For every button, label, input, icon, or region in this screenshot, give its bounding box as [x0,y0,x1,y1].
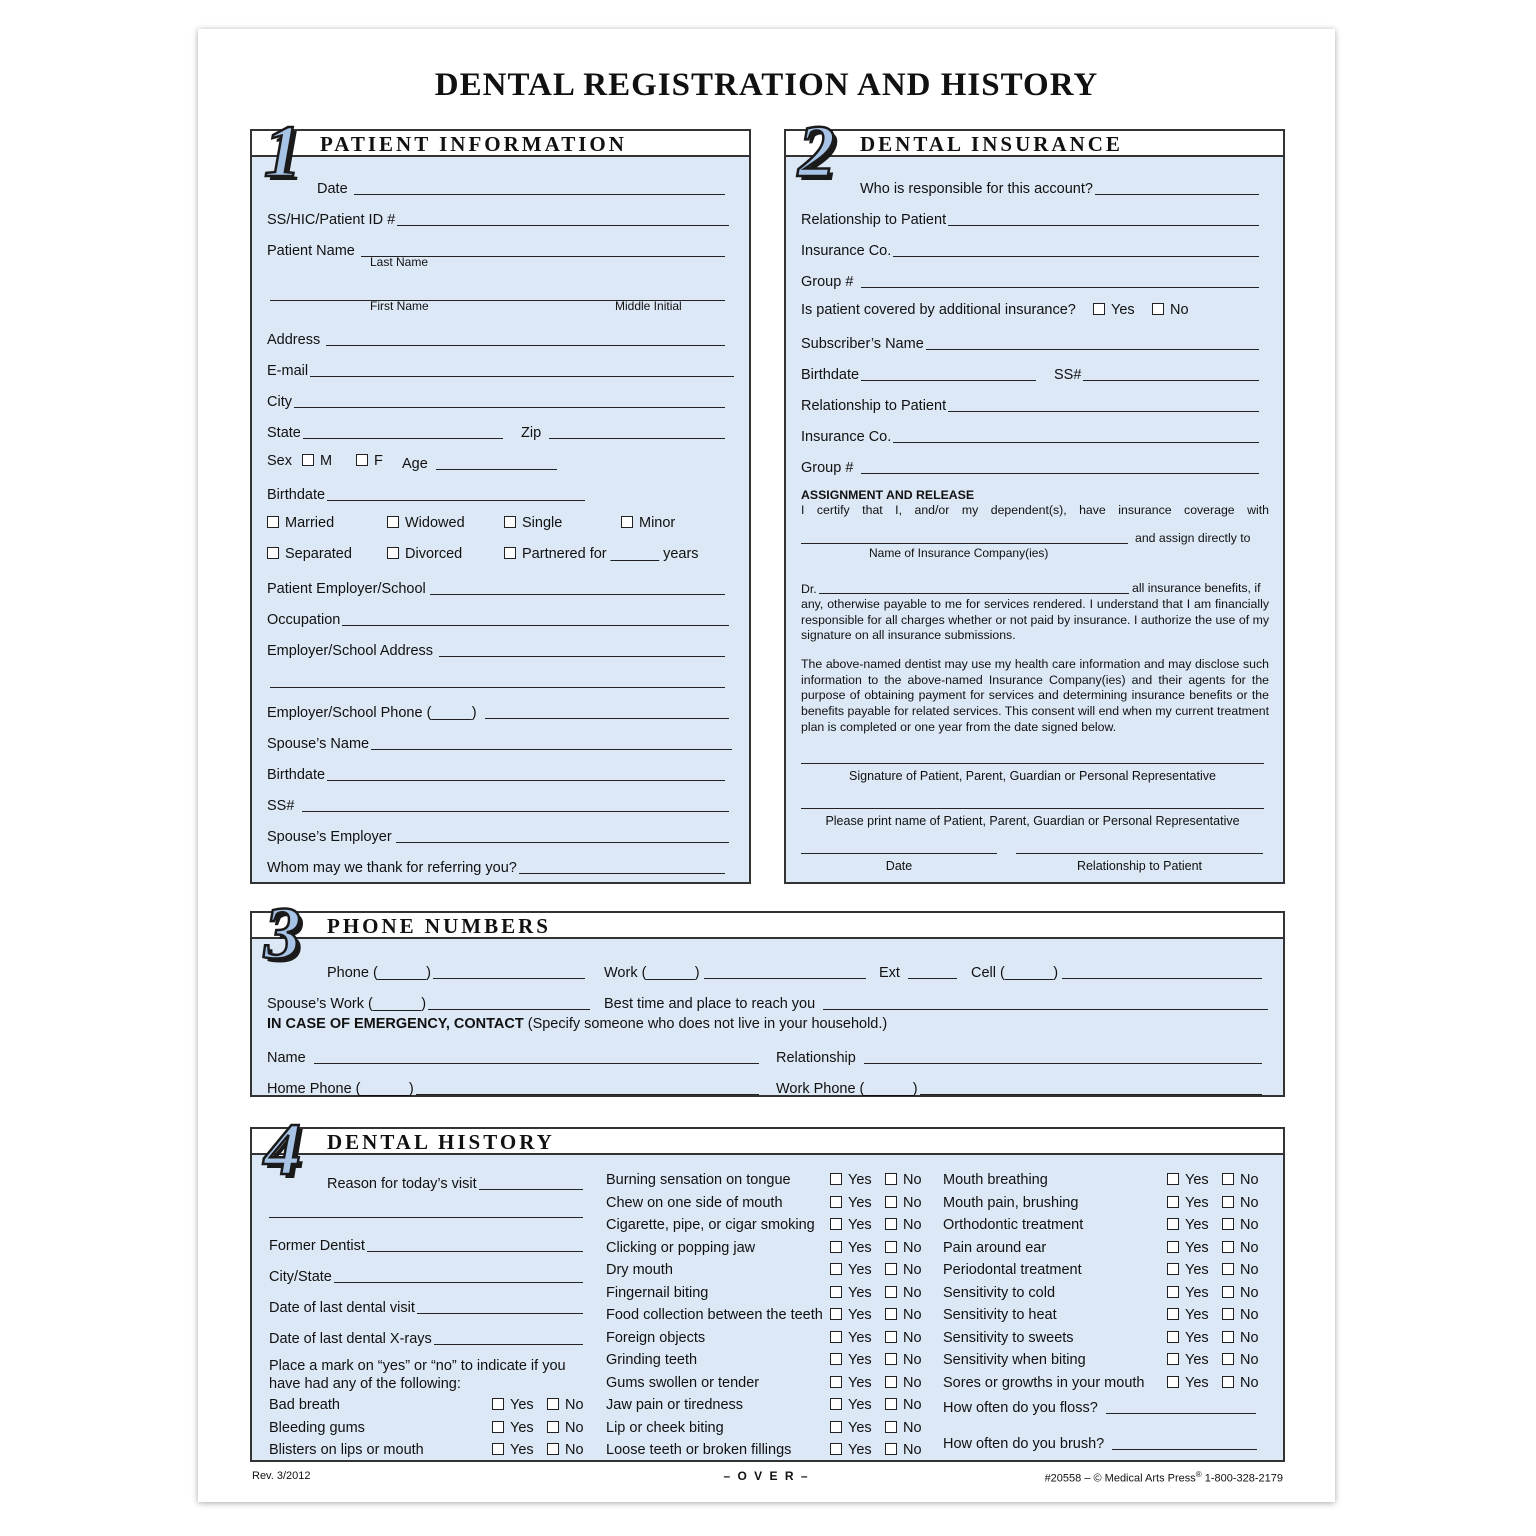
history-no-option: No [1222,1217,1259,1233]
signature-date-line[interactable] [801,839,997,854]
history-item-label: Pain around ear [943,1239,1047,1256]
history-yes-option: Yes [1167,1375,1209,1391]
history-no-checkbox[interactable] [885,1241,897,1253]
history-item-label: Loose teeth or broken fillings [606,1442,792,1458]
history-item-label: Lip or cheek biting [606,1419,724,1436]
history-yes-option: Yes [1167,1217,1209,1233]
history-no-option: No [885,1420,922,1436]
employer-address-field[interactable] [439,642,725,657]
history-no-checkbox[interactable] [1222,1286,1234,1298]
insurance-co2-field[interactable] [893,428,1259,443]
history-yes-checkbox[interactable] [1167,1353,1179,1365]
history-yes-checkbox[interactable] [1167,1331,1179,1343]
history-no-option: No [885,1352,922,1368]
spouse-work-field[interactable] [428,995,590,1010]
history-yes-checkbox[interactable] [1167,1263,1179,1275]
zip-field[interactable] [549,424,725,439]
spouse-ss-field[interactable] [302,797,729,812]
print-name-line[interactable] [801,794,1264,809]
last-xray-field[interactable] [434,1330,583,1345]
floss-field[interactable] [1106,1399,1256,1414]
history-yes-checkbox[interactable] [492,1398,504,1410]
group-field[interactable] [861,273,1259,288]
history-item-label: Sensitivity to cold [943,1284,1056,1301]
married-checkbox[interactable] [267,516,279,528]
last-visit-field[interactable] [417,1299,583,1314]
history-no-checkbox[interactable] [1222,1196,1234,1208]
history-item-label: Bleeding gums [269,1419,365,1436]
emergency-relationship-field[interactable] [864,1049,1262,1064]
group2-field[interactable] [861,459,1259,474]
history-yes-checkbox[interactable] [1167,1173,1179,1185]
additional-no-checkbox[interactable] [1152,303,1164,315]
history-no-checkbox[interactable] [1222,1241,1234,1253]
employer-phone-field[interactable] [485,704,729,719]
history-item-label: Cigarette, pipe, or cigar smoking [606,1217,815,1233]
divorced-checkbox[interactable] [387,547,399,559]
history-no-checkbox[interactable] [885,1376,897,1388]
history-item-label: Sores or growths in your mouth [943,1374,1145,1391]
date-field[interactable] [354,180,725,195]
history-item-label: Bad breath [269,1397,340,1413]
history-yes-option: Yes [830,1420,872,1436]
history-yes-option: Yes [1167,1195,1209,1211]
referral-field[interactable] [519,859,725,874]
history-item-label: Blisters on lips or mouth [269,1442,424,1458]
section-phone-numbers: PHONE NUMBERS Phone (______) Work (______) Ext Cell (______) Spouse’s Work (______) Best time and place to reach you IN CASE OF EMERGENCY, CONTACT (Specify someone who does not live in your household.) Name Relationship Home Phone (______) Work Phone (______) [250,911,1285,1097]
history-yes-option: Yes [830,1217,872,1233]
history-no-checkbox[interactable] [1222,1353,1234,1365]
history-no-option: No [547,1397,584,1413]
relationship-field[interactable] [948,211,1259,226]
single-checkbox[interactable] [504,516,516,528]
history-yes-option: Yes [830,1375,872,1391]
spouse-employer-field[interactable] [396,828,729,843]
history-yes-checkbox[interactable] [1167,1308,1179,1320]
state-field[interactable] [303,424,503,439]
patient-id-field[interactable] [397,211,729,226]
history-no-checkbox[interactable] [885,1286,897,1298]
history-item-label: Chew on one side of mouth [606,1194,783,1211]
history-item-label: Sensitivity when biting [943,1352,1086,1368]
section-dental-insurance: DENTAL INSURANCE Who is responsible for this account? Relationship to Patient Insurance Co. Group # Is patient covered by additional insurance? Yes No Subscriber’s Name Birthdate SS# Relationship to Patient Insurance Co. Group # ASSIGNMENT AND RELEASE I certify that I, and/or my dependent(s), have insurance coverage with and assign directly to Name of Insurance Company(ies) Dr. all insurance benefits, if any, otherwise payable to me for services rendered. I understand that I am financially responsible for all charges whether or not paid by insurance. I authorize the use of my signature on all insurance submissions. The above-named dentist may use my health care information and may disclose such information to the above-named Insurance Company(ies) and their agents for the purpose of obtaining payment for services and determining insurance benefits or the benefits payable for related services. This consent will end when my current treatment plan is completed or one year from the date signed below. Signature of Patient, Parent, Guardian or Personal Representative Please print name of Patient, Parent, Guardian or Personal Representative Date Relationship to Patient [784,129,1285,884]
history-yes-option: Yes [830,1397,872,1413]
minor-checkbox[interactable] [621,516,633,528]
history-no-option: No [547,1420,584,1436]
spouse-name-field[interactable] [371,735,732,750]
ext-field[interactable] [908,964,957,979]
former-dentist-field[interactable] [367,1237,583,1252]
history-item-label: Sensitivity to heat [943,1307,1057,1323]
reason-field[interactable] [479,1175,583,1190]
history-yes-checkbox[interactable] [830,1241,842,1253]
history-no-option: No [885,1397,922,1413]
insurance-companies-line[interactable] [801,529,1128,544]
insurance-co-field[interactable] [893,242,1259,257]
history-yes-checkbox[interactable] [830,1196,842,1208]
signature-line[interactable] [801,749,1264,764]
history-yes-option: Yes [830,1240,872,1256]
phone-field[interactable] [433,964,585,979]
history-no-option: No [885,1307,922,1323]
history-yes-checkbox[interactable] [1167,1376,1179,1388]
history-yes-option: Yes [1167,1285,1209,1301]
history-no-checkbox[interactable] [547,1398,559,1410]
copyright: #20558 – © Medical Arts Press® 1-800-328-2179 [1044,1470,1283,1485]
history-yes-option: Yes [1167,1172,1209,1188]
history-item-label: Mouth pain, brushing [943,1194,1079,1211]
history-item-label: Periodontal treatment [943,1262,1082,1278]
work-phone-field[interactable] [704,964,866,979]
city-field[interactable] [294,393,725,408]
history-item-label: Grinding teeth [606,1352,698,1368]
history-no-option: No [885,1330,922,1346]
history-no-checkbox[interactable] [885,1263,897,1275]
cell-field[interactable] [1062,964,1262,979]
history-no-checkbox[interactable] [885,1398,897,1410]
history-no-checkbox[interactable] [1222,1308,1234,1320]
history-no-checkbox[interactable] [1222,1376,1234,1388]
responsible-field[interactable] [1095,180,1259,195]
history-yes-option: Yes [830,1352,872,1368]
section-dental-history: DENTAL HISTORY Reason for today’s visit Former Dentist City/State Date of last dental visit Date of last dental X-rays Place a mark on “yes” or “no” to indicate if you have had any of the following: Bad breath Yes No Bleeding gums Yes No Blisters on lips or mouth Yes No Burning sensation on tongue Yes No Chew on one side of mouth Yes No Cigarette, pipe, or cigar smoking Yes No Clicking or popping jaw Yes No Dry mouth Yes No Fingernail biting Yes No Food collection between the teeth Yes No Foreign objects Yes No Grinding teeth Yes No Gums swollen or tender Yes No Jaw pain or tiredness Yes No Lip or cheek biting Yes No Loose teeth or broken fillings Yes No Mouth breathing Yes No Mouth pain, brushing Yes No Orthodontic treatment Yes No Pain around ear Yes No Periodontal treatment Yes No Sensitivity to cold Yes No Sensitivity to heat Yes No Sensitivity to sweets Yes No Sensitivity when biting Yes No Sores or growths in your mouth Yes No How often do you floss? How often do you brush? [250,1127,1285,1462]
history-no-checkbox[interactable] [1222,1218,1234,1230]
history-yes-checkbox[interactable] [1167,1218,1179,1230]
history-no-checkbox[interactable] [885,1443,897,1455]
history-no-checkbox[interactable] [1222,1173,1234,1185]
history-item-label: Burning sensation on tongue [606,1172,791,1188]
subscriber-birthdate-field[interactable] [861,366,1036,381]
history-yes-option: Yes [830,1172,872,1188]
section-title: DENTAL HISTORY [327,1130,555,1154]
history-no-checkbox[interactable] [885,1196,897,1208]
section-number-1: 1 [264,111,301,193]
city-state-field[interactable] [334,1268,583,1283]
history-yes-option: Yes [1167,1262,1209,1278]
history-yes-checkbox[interactable] [830,1286,842,1298]
email-field[interactable] [310,362,734,377]
address-field[interactable] [326,331,725,346]
history-no-checkbox[interactable] [885,1331,897,1343]
history-no-option: No [1222,1307,1259,1323]
history-yes-checkbox[interactable] [830,1353,842,1365]
history-yes-option: Yes [830,1262,872,1278]
signature-relationship-line[interactable] [1016,839,1263,854]
history-no-option: No [1222,1285,1259,1301]
history-yes-option: Yes [492,1397,534,1413]
history-yes-checkbox[interactable] [830,1308,842,1320]
history-no-checkbox[interactable] [885,1308,897,1320]
history-item-label: Foreign objects [606,1329,706,1346]
spouse-birthdate-field[interactable] [327,766,725,781]
revision-date: Rev. 3/2012 [252,1470,311,1482]
history-yes-option: Yes [830,1330,872,1346]
history-no-checkbox[interactable] [547,1421,559,1433]
section-title: DENTAL INSURANCE [860,132,1123,156]
dentist-name-line[interactable] [819,579,1129,594]
emergency-work-phone-field[interactable] [920,1080,1262,1095]
history-yes-checkbox[interactable] [830,1331,842,1343]
history-no-checkbox[interactable] [1222,1263,1234,1275]
history-yes-option: Yes [1167,1307,1209,1323]
history-no-option: No [885,1375,922,1391]
history-yes-option: Yes [830,1307,872,1323]
history-item-label: Jaw pain or tiredness [606,1397,744,1413]
history-yes-checkbox[interactable] [830,1218,842,1230]
history-item-label: Gums swollen or tender [606,1374,760,1391]
history-item-label: Orthodontic treatment [943,1217,1084,1233]
history-yes-option: Yes [830,1442,872,1458]
history-no-checkbox[interactable] [1222,1331,1234,1343]
history-no-checkbox[interactable] [885,1218,897,1230]
history-yes-checkbox[interactable] [830,1443,842,1455]
history-no-option: No [1222,1330,1259,1346]
emergency-name-field[interactable] [314,1049,759,1064]
history-item-label: Mouth breathing [943,1172,1048,1188]
history-no-option: No [885,1217,922,1233]
history-yes-checkbox[interactable] [830,1421,842,1433]
subscriber-ss-field[interactable] [1083,366,1259,381]
history-no-option: No [1222,1262,1259,1278]
history-item-label: Clicking or popping jaw [606,1239,756,1256]
section-number-4: 4 [264,1109,301,1191]
history-no-option: No [1222,1375,1259,1391]
employer-school-field[interactable] [430,580,725,595]
section-patient-information: PATIENT INFORMATION Date SS/HIC/Patient ID # Patient Name Last Name First Name Middle Initial Address E-mail City State Zip Sex M F Age Birthdate Married Widowed Single Minor Separated Divorced Partnered for ______ years Patient Employer/School Occupation Employer/School Address Employer/School Phone (_____) Spouse’s Name Birthdate SS# Spouse’s Employer Whom may we thank for referring you? [250,129,751,884]
history-yes-option: Yes [1167,1240,1209,1256]
subscriber-field[interactable] [926,335,1259,350]
over-label: – O V E R – [723,1469,810,1483]
brush-field[interactable] [1112,1435,1257,1450]
age-field[interactable] [436,455,557,470]
form-page [198,29,1335,1502]
history-yes-checkbox[interactable] [1167,1241,1179,1253]
history-item-label: Dry mouth [606,1262,673,1278]
history-no-option: No [1222,1195,1259,1211]
section-number-3: 3 [264,893,301,975]
history-yes-checkbox[interactable] [492,1421,504,1433]
history-no-option: No [885,1285,922,1301]
history-yes-checkbox[interactable] [830,1398,842,1410]
history-no-checkbox[interactable] [885,1421,897,1433]
history-no-option: No [885,1442,922,1458]
history-no-option: No [1222,1172,1259,1188]
history-no-option: No [1222,1352,1259,1368]
history-no-option: No [547,1442,584,1458]
history-yes-option: Yes [830,1195,872,1211]
reason-line2[interactable] [269,1203,583,1218]
history-yes-option: Yes [1167,1352,1209,1368]
history-no-option: No [1222,1240,1259,1256]
history-yes-option: Yes [492,1442,534,1458]
section-title: PHONE NUMBERS [327,914,551,938]
occupation-field[interactable] [342,611,729,626]
separated-checkbox[interactable] [267,547,279,559]
relationship2-field[interactable] [948,397,1259,412]
sex-f-checkbox[interactable] [356,454,368,466]
history-yes-option: Yes [492,1420,534,1436]
form-title: DENTAL REGISTRATION AND HISTORY [434,67,1099,103]
section-title: PATIENT INFORMATION [320,132,627,156]
history-no-option: No [885,1240,922,1256]
partnered-checkbox[interactable] [504,547,516,559]
history-item-label: Sensitivity to sweets [943,1329,1074,1346]
history-item-label: Food collection between the teeth [606,1307,823,1323]
history-no-checkbox[interactable] [547,1443,559,1455]
history-yes-option: Yes [830,1285,872,1301]
history-yes-checkbox[interactable] [1167,1286,1179,1298]
history-yes-option: Yes [1167,1330,1209,1346]
history-no-option: No [885,1195,922,1211]
history-no-checkbox[interactable] [885,1353,897,1365]
history-no-checkbox[interactable] [885,1173,897,1185]
history-yes-checkbox[interactable] [492,1443,504,1455]
employer-address-line2[interactable] [270,673,725,688]
section-number-2: 2 [798,111,835,193]
history-yes-checkbox[interactable] [830,1173,842,1185]
birthdate-field[interactable] [327,486,585,501]
widowed-checkbox[interactable] [387,516,399,528]
best-time-field[interactable] [823,995,1268,1010]
sex-m-checkbox[interactable] [302,454,314,466]
history-no-option: No [885,1262,922,1278]
history-yes-checkbox[interactable] [830,1263,842,1275]
emergency-home-phone-field[interactable] [416,1080,759,1095]
history-yes-checkbox[interactable] [830,1376,842,1388]
additional-yes-checkbox[interactable] [1093,303,1105,315]
history-yes-checkbox[interactable] [1167,1196,1179,1208]
history-no-option: No [885,1172,922,1188]
history-item-label: Fingernail biting [606,1284,709,1301]
